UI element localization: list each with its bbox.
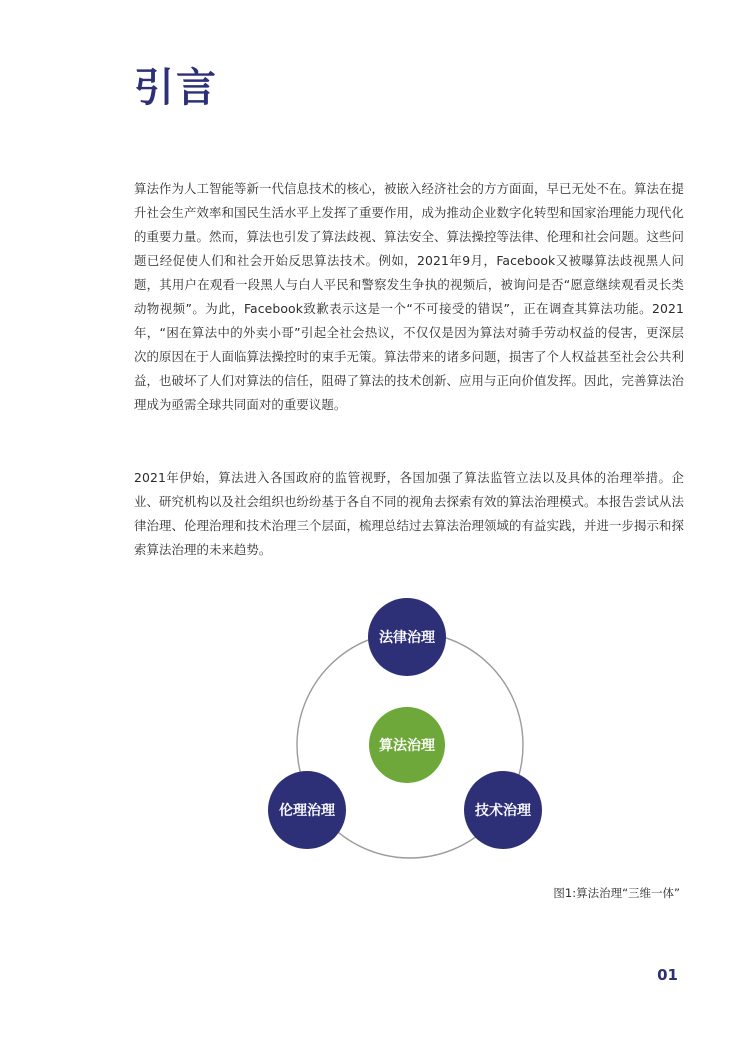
node-top-label: 法律治理 [379, 630, 435, 646]
governance-diagram [260, 590, 560, 880]
page-title: 引言 [134, 65, 218, 111]
node-top [368, 598, 446, 676]
node-right [464, 771, 542, 849]
node-left [268, 771, 346, 849]
intro-paragraph-2: 2021年伊始，算法进入各国政府的监管视野，各国加强了算法监管立法以及具体的治理举措。企业、研究机构以及社会组织也纷纷基于各自不同的视角去探索有效的算法治理模式。本报告尝试从法律治理、伦理治理和技术治理三个层面，梳理总结过去算法治理领域的有益实践，并进一步揭示和探索算法治理的未来趋势。 [134, 470, 684, 557]
diagram-svg [260, 590, 560, 880]
figure-caption: 图1:算法治理“三维一体” [553, 886, 680, 900]
page-number: 01 [657, 966, 678, 984]
node-center-label: 算法治理 [379, 738, 435, 754]
intro-paragraph-1: 算法作为人工智能等新一代信息技术的核心，被嵌入经济社会的方方面面，早已无处不在。算法在提升社会生产效率和国民生活水平上发挥了重要作用，成为推动企业数字化转型和国家治理能力现代化的重要力量。然而，算法也引发了算法歧视、算法安全、算法操控等法律、伦理和社会问题。这些问题已经促使人们和社会开始反思算法技术。例如，2021年9月，Facebook又被曝算法歧视黑人问题，其用户在观看一段黑人与白人平民和警察发生争执的视频后，被询问是否“愿意继续观看灵长类动物视频”。为此，Facebook致歉表示这是一个“不可接受的错误”，正在调查其算法功能。2021年，“困在算法中的外卖小哥”引起全社会热议，不仅仅是因为算法对骑手劳动权益的侵害，更深层次的原因在于人面临算法操控时的束手无策。算法带来的诸多问题，损害了个人权益甚至社会公共利益，也破坏了人们对算法的信任，阻碍了算法的技术创新、应用与正向价值发挥。因此，完善算法治理成为亟需全球共同面对的重要议题。 [134, 181, 684, 412]
node-center [369, 707, 445, 783]
node-left-label: 伦理治理 [279, 803, 335, 819]
node-right-label: 技术治理 [475, 803, 531, 819]
